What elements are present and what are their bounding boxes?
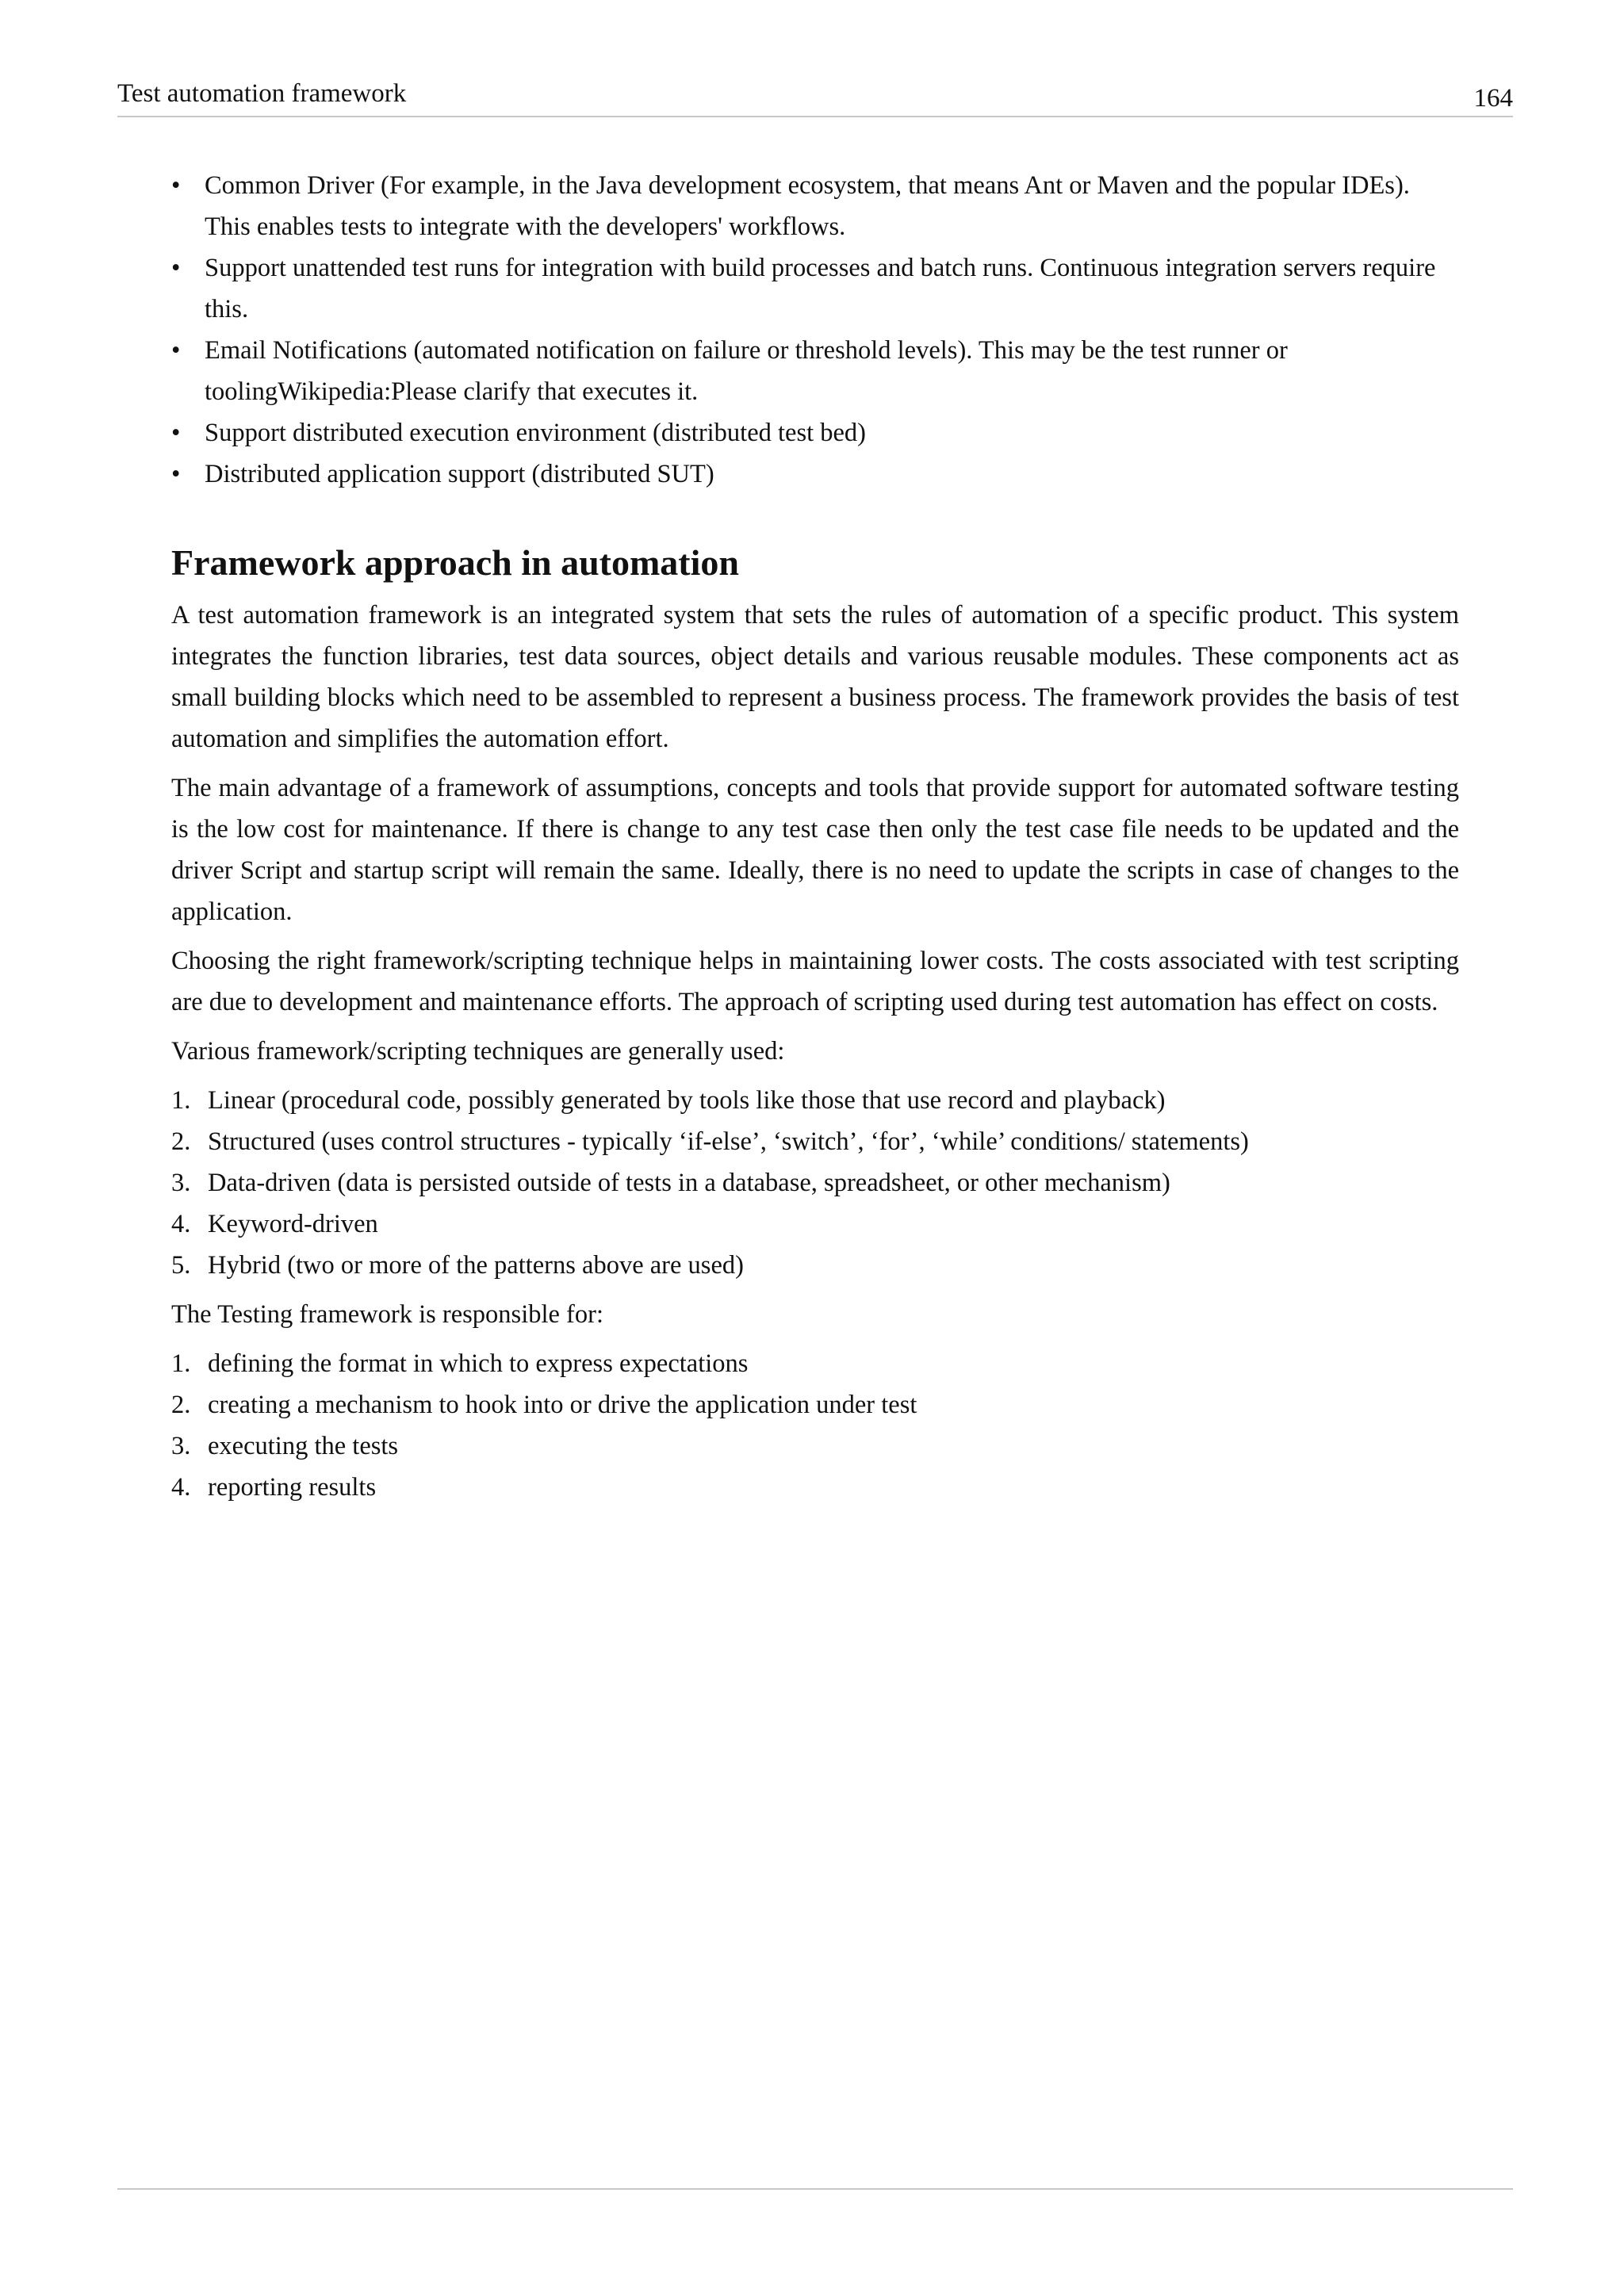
bullet-glyph: •: [171, 460, 181, 488]
list-number: 4.: [171, 1210, 191, 1238]
list-text: reporting results: [208, 1473, 377, 1502]
list-text: Keyword-driven: [208, 1210, 378, 1238]
list-item: [171, 1467, 1459, 1508]
bullet-glyph: •: [171, 171, 181, 200]
list-item: [171, 1121, 1459, 1162]
list-text: defining the format in which to express expectations: [208, 1349, 749, 1378]
bullet-text: Support distributed execution environment (distributed test bed): [205, 419, 867, 447]
list-item: [171, 1162, 1459, 1203]
list-text: Linear (procedural code, possibly generated by tools like those that use record and playback): [208, 1086, 1166, 1115]
paragraph: Various framework/scripting techniques are generally used:: [171, 1037, 785, 1066]
bullet-glyph: •: [171, 419, 181, 447]
list-item: [171, 1384, 1459, 1425]
paragraph: Choosing the right framework/scripting technique helps in maintaining lower costs. The costs associated with test scripting are due to development and maintenance efforts. The approach of scripting used during test automation has effect on costs.: [171, 947, 1459, 1016]
bullet-item: [171, 412, 1459, 453]
list-text: Structured (uses control structures - typically ‘if-else’, ‘switch’, ‘for’, ‘while’ conditions/ statements): [208, 1127, 1249, 1156]
list-text: executing the tests: [208, 1432, 399, 1460]
bullet-text: Support unattended test runs for integration with build processes and batch runs. Continuous integration servers require this.: [205, 254, 1436, 323]
list-number: 2.: [171, 1127, 191, 1156]
feature-bullet-list: [171, 165, 1459, 495]
bullet-text: Distributed application support (distributed SUT): [205, 460, 714, 488]
list-text: Hybrid (two or more of the patterns above are used): [208, 1251, 744, 1280]
list-item: [171, 1245, 1459, 1286]
list-number: 3.: [171, 1432, 191, 1460]
paragraph: The Testing framework is responsible for:: [171, 1300, 603, 1329]
footer-divider: [117, 2188, 1513, 2190]
list-number: 1.: [171, 1349, 191, 1378]
bullet-item: [171, 165, 1459, 247]
bullet-item: [171, 247, 1459, 330]
page-header: [117, 76, 1513, 117]
list-item: [171, 1425, 1459, 1467]
bullet-text: Common Driver (For example, in the Java development ecosystem, that means Ant or Maven and the popular IDEs). This enables tests to integrate with the developers' workflows.: [205, 171, 1410, 241]
paragraph: The main advantage of a framework of assumptions, concepts and tools that provide support for automated software testing is the low cost for maintenance. If there is change to any test case then only the test case file needs to be updated and the driver Script and startup script will remain the same. Ideally, there is no need to update the scripts in case of changes to the application.: [171, 774, 1459, 926]
section-heading: Framework approach in automation: [171, 542, 739, 583]
bullet-glyph: •: [171, 336, 181, 365]
responsibilities-list: [171, 1343, 1459, 1508]
list-number: 4.: [171, 1473, 191, 1502]
list-item: [171, 1203, 1459, 1245]
list-text: creating a mechanism to hook into or drive the application under test: [208, 1391, 917, 1419]
running-title: Test automation framework: [117, 79, 407, 108]
list-number: 1.: [171, 1086, 191, 1115]
bullet-text: Email Notifications (automated notification on failure or threshold levels). This may be the test runner or toolingWikipedia:Please clarify that executes it.: [205, 336, 1288, 406]
list-number: 3.: [171, 1169, 191, 1197]
page-content: [171, 165, 1459, 1516]
bullet-glyph: •: [171, 254, 181, 282]
paragraph: A test automation framework is an integrated system that sets the rules of automation of a specific product. This system integrates the function libraries, test data sources, object details and various reusable modules. These components act as small building blocks which need to be assembled to represent a business process. The framework provides the basis of test automation and simplifies the automation effort.: [171, 601, 1459, 753]
list-number: 5.: [171, 1251, 191, 1280]
list-number: 2.: [171, 1391, 191, 1419]
techniques-list: [171, 1080, 1459, 1286]
list-text: Data-driven (data is persisted outside of tests in a database, spreadsheet, or other mechanism): [208, 1169, 1170, 1197]
page-number: 164: [1473, 84, 1513, 113]
bullet-item: [171, 453, 1459, 495]
list-item: [171, 1343, 1459, 1384]
bullet-item: [171, 330, 1459, 412]
list-item: [171, 1080, 1459, 1121]
